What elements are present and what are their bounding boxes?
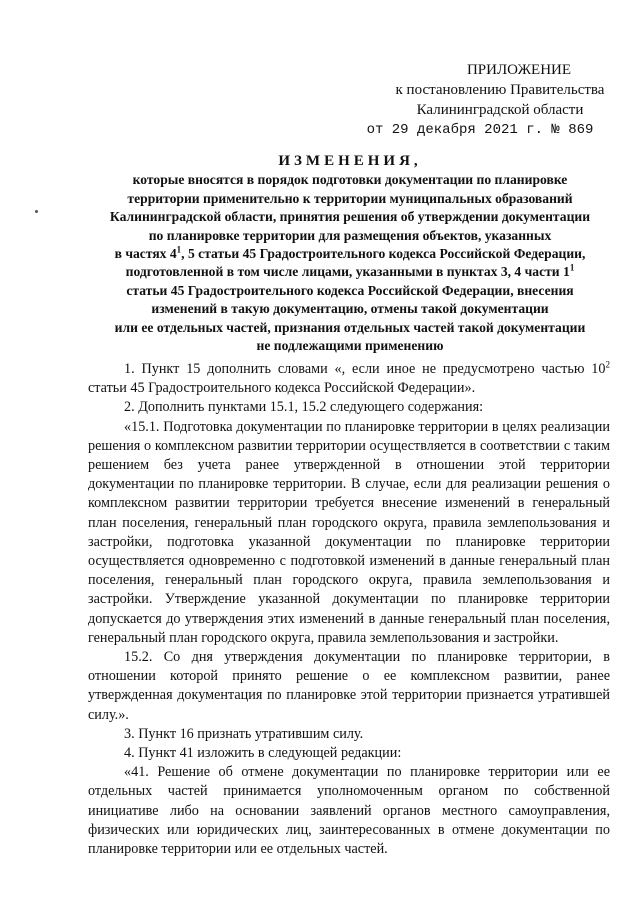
paragraph-5: 3. Пункт 16 признать утратившим силу. (124, 725, 364, 742)
appendix-number: 869 (568, 122, 594, 138)
heading-line-6a: подготовленной в том числе лицами, указанными в пунктах 3, 4 части 1 (125, 264, 570, 280)
paragraph-4: 15.2. Со дня утверждения документации по планировке территории, в отношении которой принято решение о ее комплексном развитии, ранее утвержденная документация по планировке этой территории признается утратившей силу.». (88, 649, 610, 723)
document-heading (70, 152, 630, 355)
heading-title: ИЗМЕНЕНИЯ, (278, 153, 422, 169)
document-body (88, 360, 610, 859)
heading-line-2: территории применительно к территории муниципальных образований (127, 190, 573, 206)
heading-line-3: Калининградской области, принятия решения об утверждении документации (109, 209, 591, 225)
paragraph-1 (88, 360, 610, 398)
heading-sup-2: 1 (569, 262, 575, 273)
appendix-title: ПРИЛОЖЕНИЕ (466, 62, 572, 78)
paragraph-6: 4. Пункт 41 изложить в следующей редакции: (124, 745, 402, 762)
appendix-block (366, 60, 620, 140)
heading-line-10: не подлежащими применению (256, 338, 444, 354)
heading-line-5a: в частях 4 (114, 246, 177, 262)
heading-line-6 (70, 263, 630, 281)
heading-line-5b: , 5 статьи 45 Градостроительного кодекса Российской Федерации, (181, 246, 586, 262)
paragraph-1-sup: 2 (605, 359, 610, 370)
heading-line-7: статьи 45 Градостроительного кодекса Российской Федерации, внесения (126, 282, 574, 298)
heading-line-8: изменений в такую документацию, отмены такой документации (151, 301, 549, 317)
appendix-line-decree: к постановлению Правительства (395, 82, 605, 98)
appendix-date (340, 120, 620, 140)
paragraph-1-b: статьи 45 Градостроительного кодекса Российской Федерации». (88, 380, 476, 397)
heading-line-4: по планировке территории для размещения объектов, указанных (148, 227, 552, 243)
scan-speck (35, 210, 38, 213)
paragraph-7: «41. Решение об отмене документации по планировке территории или ее отдельных частей принимается уполномоченным органом по собственной инициативе либо на основании заявлений органов местного самоуправления, физических или юридических лиц, заинтересованных в отмене документации по планировке территории или ее отдельных частей. (88, 764, 610, 858)
paragraph-3: «15.1. Подготовка документации по планировке территории в целях реализации решения о комплексном развитии территории осуществляется в соответствии с таким решением без учета ранее утвержденной в отношении этой территории документации по планировке территории. В случае, если для реализации решения о комплексном развитии территории требуется внесение изменений в генеральный план поселения, генеральный план городского округа, правила землепользования и застройки, подготовка указанной документации по планировке территории осуществляется одновременно с подготовкой изменений в данные генеральный план поселения, генеральный план городского округа, правила землепользования и застройки. Утверждение указанной документации по планировке территории допускается до утверждения этих изменений в данные генеральный план поселения, генеральный план городского округа, правила землепользования и застройки. (88, 418, 610, 646)
appendix-line-region: Калининградской области (416, 102, 584, 118)
heading-line-9: или ее отдельных частей, признания отдельных частей такой документации (114, 319, 586, 335)
paragraph-1-a: 1. Пункт 15 дополнить словами «, если иное не предусмотрено частью 10 (124, 361, 606, 377)
heading-line-1: которые вносятся в порядок подготовки документации по планировке (132, 172, 568, 188)
heading-sup-1: 1 (176, 244, 182, 255)
heading-line-5 (70, 245, 630, 263)
paragraph-2: 2. Дополнить пунктами 15.1, 15.2 следующего содержания: (124, 399, 484, 416)
appendix-date-text: от 29 декабря 2021 г. № (366, 122, 560, 138)
